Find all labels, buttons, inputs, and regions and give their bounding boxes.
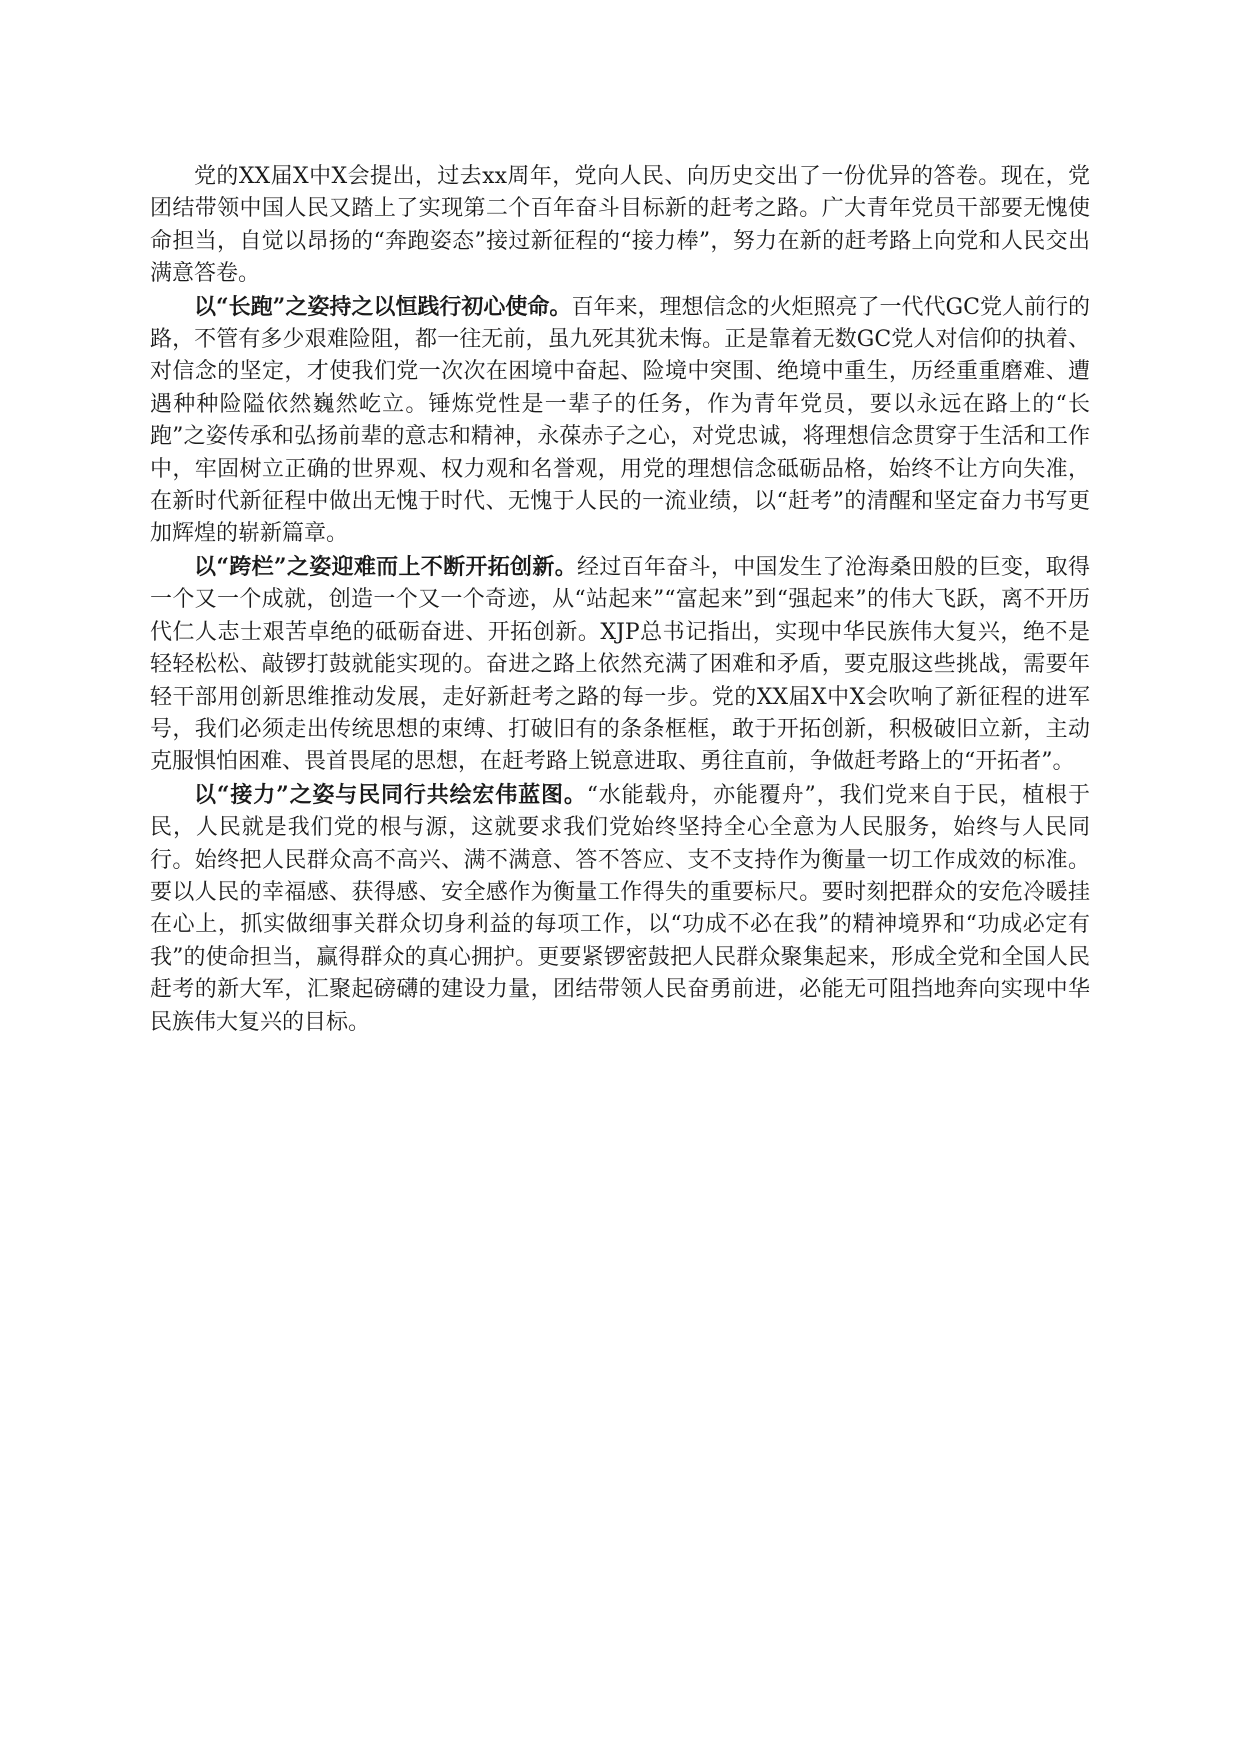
paragraph-lead: 以“接力”之姿与民同行共绘宏伟蓝图。 [194, 781, 587, 808]
paragraph-text: 党的XX届X中X会提出，过去xx周年，党向人民、向历史交出了一份优异的答卷。现在，党团结带领中国人民又踏上了实现第二个百年奋斗目标新的赶考之路。广大青年党员干部要无愧使命担当，自觉以昂扬的“奔跑姿态”接过新征程的“接力棒”，努力在新的赶考路上向党和人民交出满意答卷。 [150, 164, 1090, 287]
paragraph-hurdle [150, 551, 1090, 779]
paragraph-lead: 以“跨栏”之姿迎难而上不断开拓创新。 [194, 553, 578, 580]
document-body [150, 160, 1090, 1039]
paragraph-lead: 以“长跑”之姿持之以恒践行初心使命。 [194, 293, 572, 320]
paragraph-intro [150, 160, 1090, 291]
paragraph-text: “水能载舟，亦能覆舟”，我们党来自于民，植根于民，人民就是我们党的根与源，这就要求我们党始终坚持全心全意为人民服务，始终与人民同行。始终把人民群众高不高兴、满不满意、答不答应、支不支持作为衡量一切工作成效的标准。要以人民的幸福感、获得感、安全感作为衡量工作得失的重要标尺。要时刻把群众的安危冷暖挂在心上，抓实做细事关群众切身利益的每项工作，以“功成不必在我”的精神境界和“功成必定有我”的使命担当，赢得群众的真心拥护。更要紧锣密鼓把人民群众聚集起来，形成全党和全国人民赶考的新大军，汇聚起磅礴的建设力量，团结带领人民奋勇前进，必能无可阻挡地奔向实现中华民族伟大复兴的目标。 [150, 782, 1091, 1035]
paragraph-relay [150, 779, 1090, 1039]
paragraph-long-run [150, 291, 1090, 551]
paragraph-text: 经过百年奋斗，中国发生了沧海桑田般的巨变，取得一个又一个成就，创造一个又一个奇迹，从“站起来”“富起来”到“强起来”的伟大飞跃，离不开历代仁人志士艰苦卓绝的砥砺奋进、开拓创新。XJP总书记指出，实现中华民族伟大复兴，绝不是轻轻松松、敲锣打鼓就能实现的。奋进之路上依然充满了困难和矛盾，要克服这些挑战，需要年轻干部用创新思维推动发展，走好新赶考之路的每一步。党的XX届X中X会吹响了新征程的进军号，我们必须走出传统思想的束缚、打破旧有的条条框框，敢于开拓创新，积极破旧立新，主动克服惧怕困难、畏首畏尾的思想，在赶考路上锐意进取、勇往直前，争做赶考路上的“开拓者”。 [150, 554, 1090, 775]
paragraph-text: 百年来，理想信念的火炬照亮了一代代GC党人前行的路，不管有多少艰难险阻，都一往无前，虽九死其犹未悔。正是靠着无数GC党人对信仰的执着、对信念的坚定，才使我们党一次次在困境中奋起、险境中突围、绝境中重生，历经重重磨难、遭遇种种险隘依然巍然屹立。锤炼党性是一辈子的任务，作为青年党员，要以永远在路上的“长跑”之姿传承和弘扬前辈的意志和精神，永葆赤子之心，对党忠诚，将理想信念贯穿于生活和工作中，牢固树立正确的世界观、权力观和名誉观，用党的理想信念砥砺品格，始终不让方向失准，在新时代新征程中做出无愧于时代、无愧于人民的一流业绩，以“赶考”的清醒和坚定奋力书写更加辉煌的崭新篇章。 [150, 294, 1090, 547]
